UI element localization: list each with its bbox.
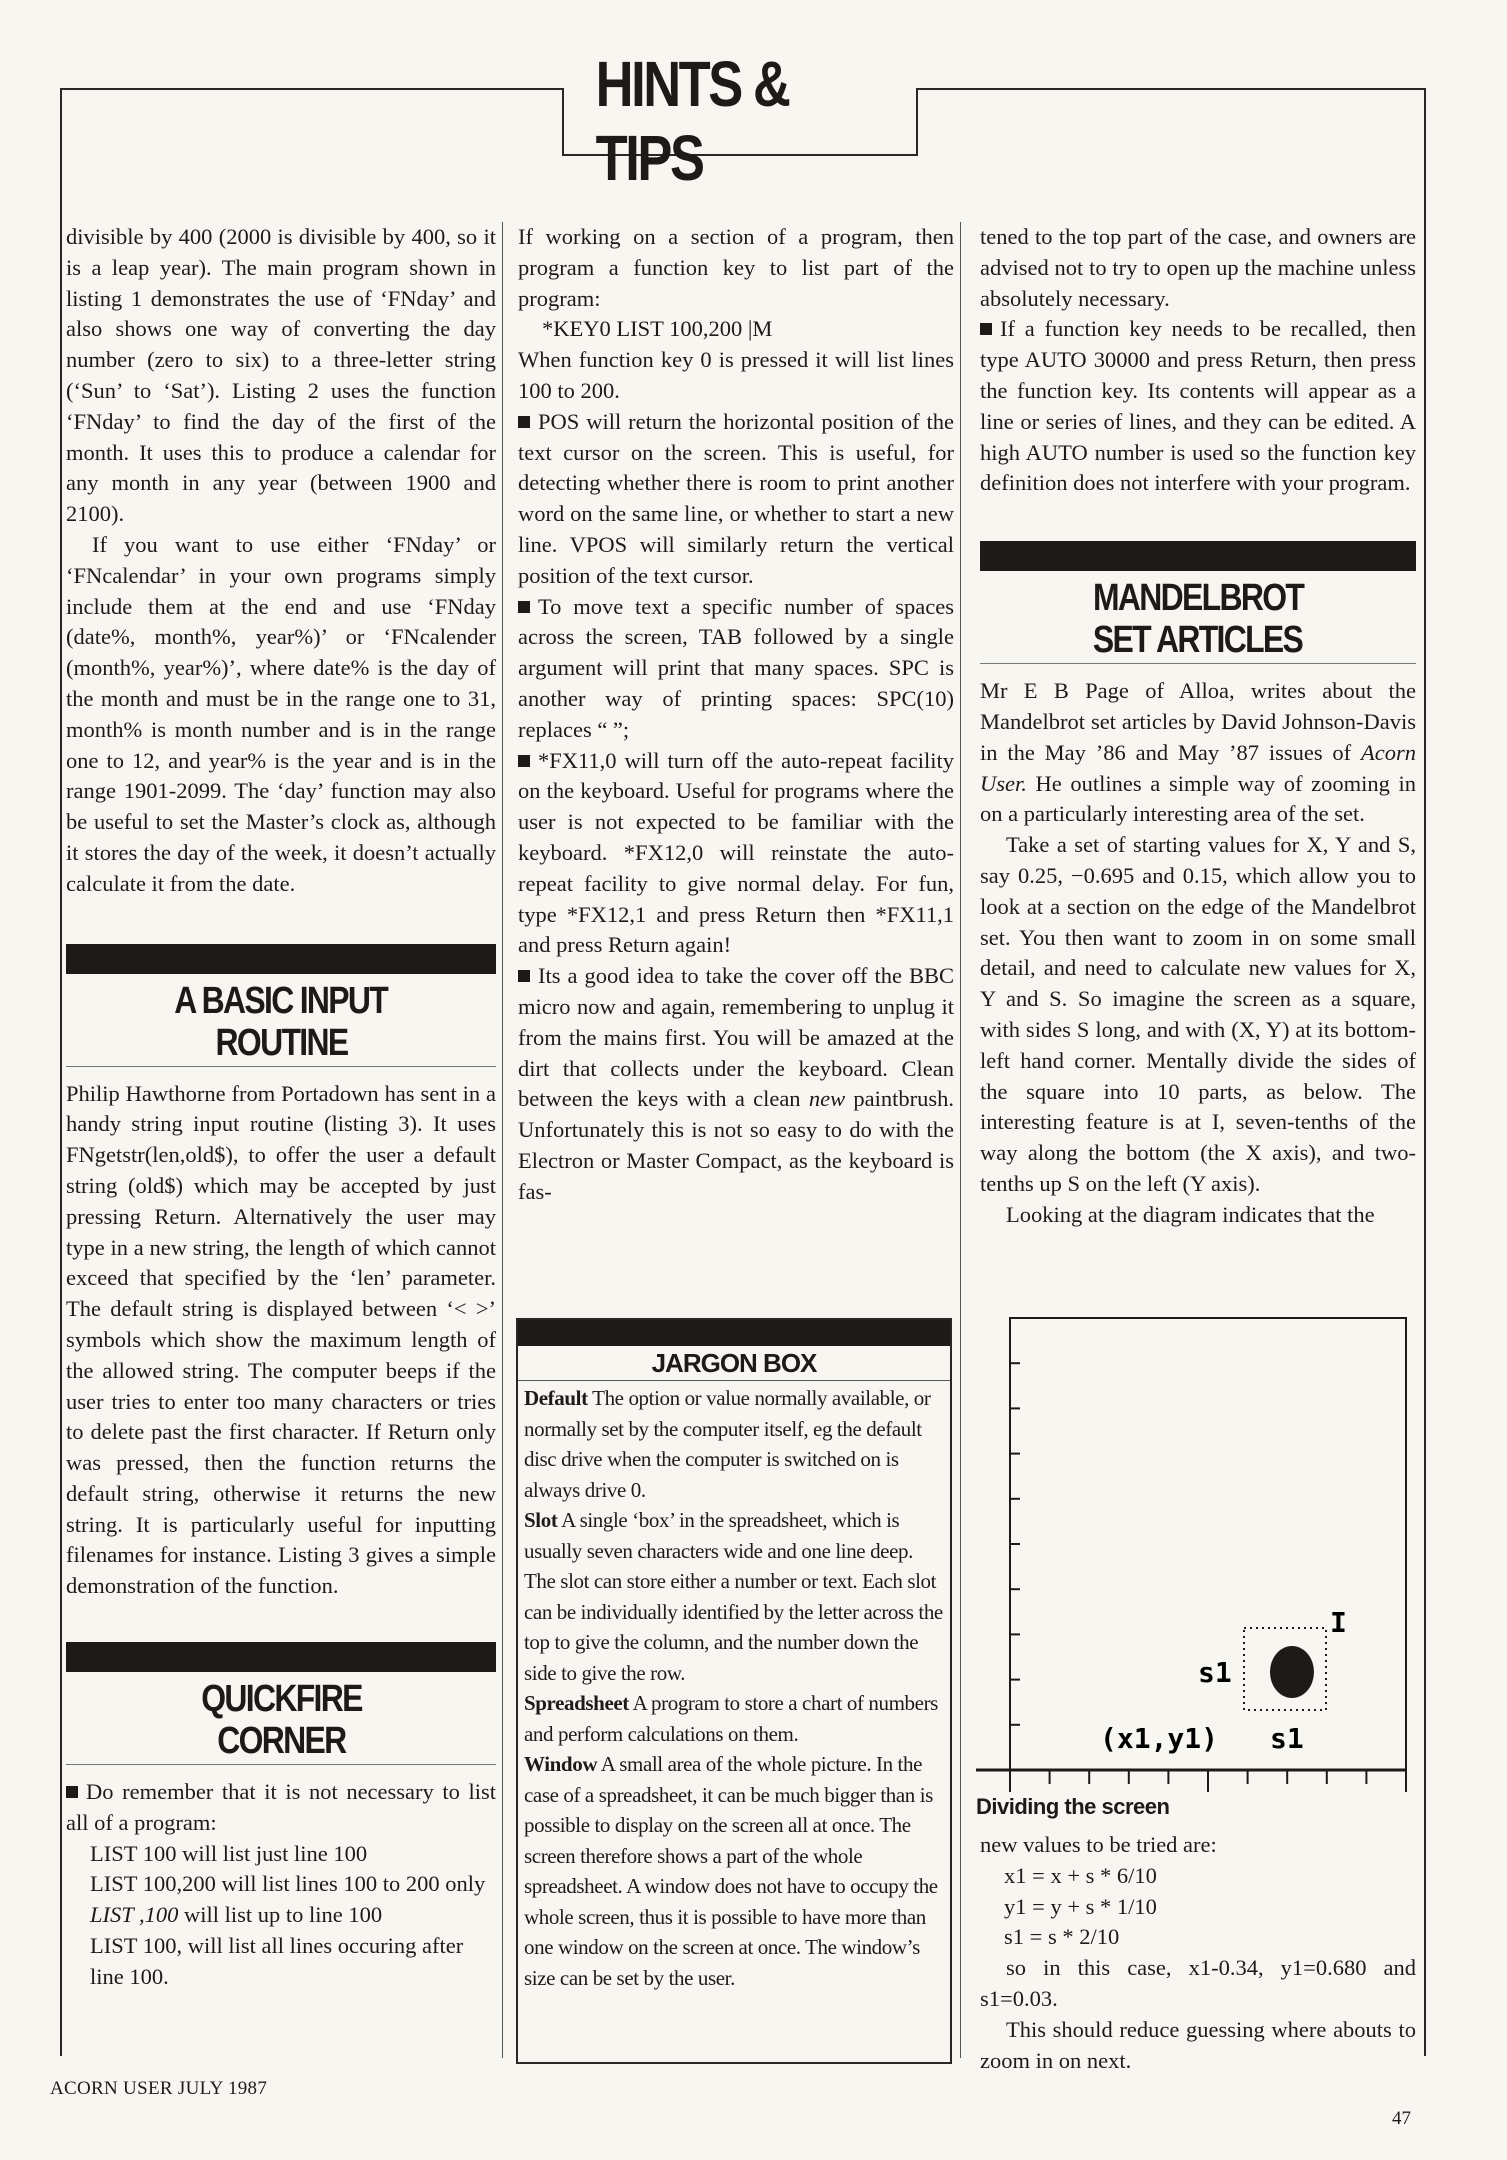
tip-pos: POS will return the horizontal position of the text cursor on the screen. This is useful, for detecting whether there is room to print another word on the same line, or whether to start a new line. VPOS will similarly return the vertical position of the text cursor. <box>518 408 954 588</box>
tip-cleaning: Its a good idea to take the cover off the BBC micro now and again, remembering to unplug it from the mains first. You will be amazed at the dirt that collects under the keyboard. Clean between the keys with a clean new paintbrush. Unfortunately this is not so easy to do with the Electron or Master Compact, as the keyboard is fas- <box>518 963 954 1204</box>
mandel-paragraph-5: so in this case, x1-0.34, y1=0.680 and s1=0.03. <box>980 1955 1416 2011</box>
list-example-1: LIST 100 will list just line 100 <box>90 1840 368 1866</box>
jargon-entry-default: Default The option or value normally available, or normally set by the computer itself, eg the default disc drive when the computer is switched on is always drive 0. <box>524 1386 931 1502</box>
jargon-title: JARGON BOX <box>518 1346 950 1381</box>
jargon-entry-slot: Slot A single ‘box’ in the spreadsheet, which is usually seven characters wide and one line deep. The slot can store either a number or text. Each slot can be individually identified by the letter across the top to give the column, and the number down the side to give the row. <box>524 1508 943 1685</box>
bullet-square-icon <box>518 970 530 982</box>
section-heading-basic-input: A BASIC INPUT ROUTINE <box>66 980 496 1067</box>
col1-paragraph-2: If you want to use either ‘FNday’ or ‘FNcalendar’ in your own programs simply include them at the end and use ‘FNday (date%, month%, year%)’ or ‘FNcalender (month%, year%)’, where date% is the day of the month and must be in the range one to 31, month% is month number and is in the range one to 12, and year% is the year and is in the range 1901-2099. The ‘day’ function may also be useful to set the Master’s clock as, although it stores the day of the week, it doesn’t actually calculate it from the date. <box>66 531 496 896</box>
column-2 <box>518 222 954 1208</box>
diagram-caption: Dividing the screen <box>976 1794 1170 1819</box>
tip-function-key-recall: If a function key needs to be recalled, then type AUTO 30000 and press Return, then press the function key. Its contents will appear as a line or series of lines, and they can be edited. A high AUTO number is used so the function key definition does not interfere with your program. <box>980 316 1416 496</box>
section-bar-mandelbrot <box>980 541 1416 571</box>
list-example-4: LIST 100, will list all lines occuring after line 100. <box>90 1933 464 1989</box>
mandel-paragraph-4: new values to be tried are: <box>980 1832 1217 1857</box>
mandel-paragraph-1: Mr E B Page of Alloa, writes about the Mandelbrot set articles by David Johnson-Davis in the May ’86 and May ’87 issues of Acorn User. He outlines a simple way of zooming in on a particularly interesting area of the set. <box>980 678 1416 827</box>
label-i: I <box>1330 1606 1347 1639</box>
basic-input-body: Philip Hawthorne from Portadown has sent in a handy string input routine (listing 3). It uses FNgetstr(len,old$), to offer the user a default string (old$) which may be accepted by just pressing Return. Alternatively the user may type in a new string, the length of which cannot exceed that specified by the ‘len’ parameter. The default string is displayed between ‘< >’ symbols which show the maximum length of the allowed string. The computer beeps if the user tries to enter too many characters or tries to delete past the first character. If Return only was pressed, then the function returns the default string, otherwise it returns the new string. It is particularly useful for inputting filenames for instance. Listing 3 gives a simple demonstration of the function. <box>66 1080 496 1599</box>
jargon-entry-window: Window A small area of the whole picture. In the case of a spreadsheet, it can be much bigger than is possible to display on the screen all at once. The screen therefore shows a part of the whole spreadsheet. A window does not have to occupy the whole screen, thus it is possible to have more than one window on the screen at once. The window’s size can be set by the user. <box>524 1752 938 1990</box>
formula-s1: s1 = s * 2/10 <box>1004 1924 1120 1950</box>
jargon-bar <box>518 1320 950 1346</box>
jargon-box <box>516 1318 952 2064</box>
col3-paragraph-1: tened to the top part of the case, and owners are advised not to try to open up the machine unless absolutely necessary. <box>980 224 1416 311</box>
feature-blob <box>1270 1646 1314 1698</box>
section-heading-quickfire: QUICKFIRE CORNER <box>66 1678 496 1765</box>
page-title <box>562 48 918 194</box>
x-axis-ticks <box>1010 1770 1406 1792</box>
tip-tab-spc: To move text a specific number of spaces across the screen, TAB followed by a single argument will print that many spaces. SPC is another way of printing spaces: SPC(10) replaces “ ”; <box>518 593 954 742</box>
section-heading-mandelbrot: MANDELBROT SET ARTICLES <box>980 577 1416 664</box>
formula-y1: y1 = y + s * 1/10 <box>1004 1893 1157 1919</box>
quickfire-intro: Do remember that it is not necessary to list all of a program: <box>66 1779 496 1835</box>
mandel-paragraph-2: Take a set of starting values for X, Y and S, say 0.25, −0.695 and 0.15, which allow you to look at a section on the edge of the Mandelbrot set. You then want to zoom in on some small detail, and need to calculate new values for X, Y and S. So imagine the screen as a square, with sides S long, and with (X, Y) at its bottom-left hand corner. Mentally divide the sides of the square into 10 parts, as below. The interesting feature is at I, seven-tenths of the way along the bottom (the X axis), and two-tenths up S on the left (Y axis). <box>980 832 1416 1196</box>
bullet-square-icon <box>518 755 530 767</box>
mandel-paragraph-6: This should reduce guessing where abouts to zoom in on next. <box>980 2016 1416 2073</box>
bullet-square-icon <box>66 1786 78 1798</box>
y-axis-ticks <box>1010 1363 1020 1725</box>
bullet-square-icon <box>518 601 530 613</box>
label-x1-y1: (x1,y1) <box>1100 1722 1219 1755</box>
list-example-2: LIST 100,200 will list lines 100 to 200 only <box>90 1871 486 1897</box>
diagram-square <box>1010 1318 1406 1770</box>
footer-page-number: 47 <box>1392 2108 1411 2129</box>
column-3-lower <box>980 1830 1416 2076</box>
column-divider-1 <box>502 222 503 2058</box>
column-1 <box>66 222 496 1993</box>
list-example-3: LIST ,100 will list up to line 100 <box>90 1902 383 1928</box>
key-definition-code: *KEY0 LIST 100,200 |M <box>542 316 773 342</box>
label-s1-bottom: s1 <box>1270 1722 1304 1755</box>
jargon-entry-spreadsheet: Spreadsheet A program to store a chart of numbers and perform calculations on them. <box>524 1691 938 1746</box>
page-title-text: HINTS & TIPS <box>595 48 789 194</box>
bullet-square-icon <box>518 416 530 428</box>
col2-paragraph-2: When function key 0 is pressed it will list lines 100 to 200. <box>518 347 954 403</box>
dividing-screen-diagram <box>976 1316 1411 1792</box>
section-bar-basic <box>66 944 496 974</box>
formula-x1: x1 = x + s * 6/10 <box>1004 1862 1157 1888</box>
column-3 <box>980 222 1416 1231</box>
column-divider-2 <box>960 222 961 2058</box>
bullet-square-icon <box>980 323 992 335</box>
col1-paragraph-1: divisible by 400 (2000 is divisible by 400, so it is a leap year). The main program shown in listing 1 demonstrates the use of ‘FNday’ and also shows one way of converting the day number (zero to six) to a three-letter string (‘Sun’ to ‘Sat’). Listing 2 uses the function ‘FNday’ to find the day of the first of the month. It uses this to produce a calendar for any month in any year (between 1900 and 2100). <box>66 224 496 527</box>
mandel-paragraph-3: Looking at the diagram indicates that the <box>1006 1201 1375 1227</box>
label-s1-side: s1 <box>1198 1656 1232 1689</box>
diagram-svg <box>976 1316 1411 1792</box>
col2-paragraph-1: If working on a section of a program, then program a function key to list part of the program: <box>518 224 954 311</box>
tip-fx11: *FX11,0 will turn off the auto-repeat facility on the keyboard. Useful for programs where the user is not expected to be familiar with the keyboard. *FX12,0 will reinstate the auto-repeat facility to give normal delay. For fun, type *FX12,1 and press Return then *FX11,1 and press Return again! <box>518 747 954 958</box>
jargon-body <box>518 1381 950 1993</box>
section-bar-quickfire <box>66 1642 496 1672</box>
footer-magazine: ACORN USER JULY 1987 <box>50 2078 268 2099</box>
